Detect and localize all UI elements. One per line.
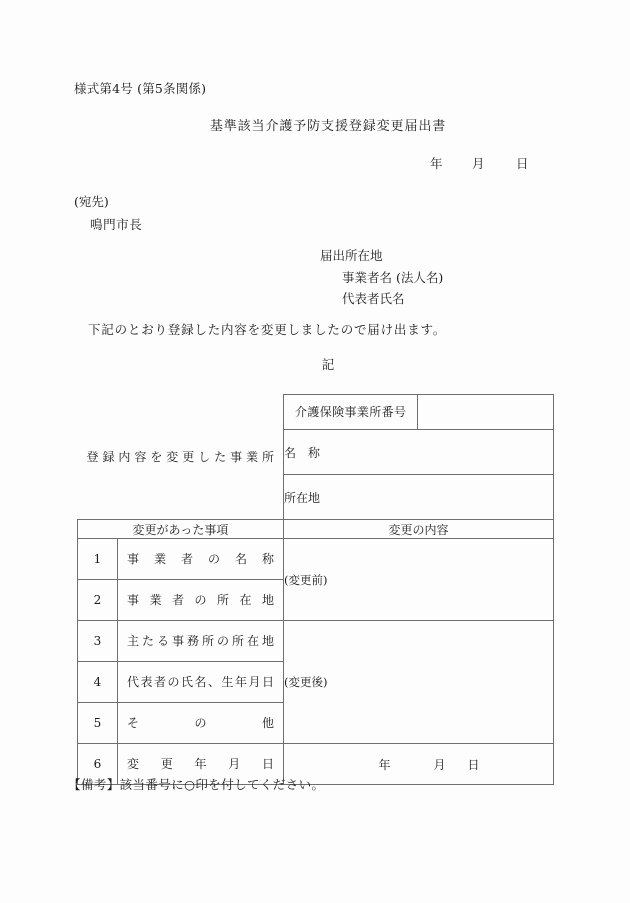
subheader-items-cell [78,520,284,539]
change-date-day-label: 日 [467,757,480,772]
footnote: 【備考】該当番号に○印を付してください。 [68,777,325,792]
statement-text: 下記のとおり登録した内容を変更しましたので届け出ます。 [88,322,447,337]
subheader-contents-label: 変更の内容 [388,522,449,537]
item-number-5[interactable]: 5 [78,703,118,744]
change-declaration-table [77,394,554,785]
change-date-month-label: 月 [433,757,446,772]
date-year-label: 年 [430,156,443,171]
office-address-cell[interactable] [284,475,554,520]
changed-office-header-cell [78,395,284,520]
change-after-cell[interactable] [284,621,554,744]
item-label-1: 事業者の名称 [127,551,274,566]
change-after-label: (変更後) [284,675,328,689]
change-before-cell[interactable] [284,539,554,621]
submitter-business-name-label: 事業者名 (法人名) [342,269,444,285]
submitter-block [320,245,443,310]
change-before-label: (変更前) [284,572,328,587]
table-row-office-number [78,395,554,430]
office-number-label-cell [284,395,418,430]
submission-date-line [430,154,529,172]
page-title: 基準該当介護予防支援登録変更届出書 [209,119,447,134]
office-number-label: 介護保険事業所番号 [295,404,406,419]
item-number-3[interactable]: 3 [78,621,118,662]
item-label-cell-5 [118,703,284,744]
form-code: 様式第4号 (第5条関係) [74,81,207,96]
table-row [78,539,554,580]
item-label-cell-4 [118,662,284,703]
change-date-year-label: 年 [378,757,391,772]
item-label-3: 主たる事務所の所在地 [127,633,274,648]
addressee-name: 鳴門市長 [90,217,143,232]
item-number-2[interactable]: 2 [78,580,118,621]
item-label-cell-2 [118,580,284,621]
item-label-cell-1 [118,539,284,580]
submitter-representative-label: 代表者氏名 [342,291,405,306]
office-name-label: 名 称 [284,445,321,460]
item-number-1[interactable]: 1 [78,539,118,580]
office-number-value-cell[interactable] [418,395,554,430]
table-row-subheaders [78,520,554,539]
subheader-contents-cell [284,520,554,539]
submitter-address-label: 届出所在地 [320,248,383,263]
changed-office-label: 登録内容を変更した事業所 [86,449,274,464]
subheader-items-label: 変更があった事項 [132,522,229,537]
office-address-label: 所在地 [284,490,321,505]
item-label-cell-3 [118,621,284,662]
table-row [78,621,554,662]
office-name-cell[interactable] [284,430,554,475]
item-label-5: その他 [127,715,274,730]
date-day-label: 日 [516,156,529,171]
item-number-4[interactable]: 4 [78,662,118,703]
item-number-6[interactable]: 6 [78,744,118,785]
item-label-4: 代表者の氏名、生年月日 [127,674,274,689]
item-label-2: 事業者の所在地 [127,592,274,607]
ki-mark: 記 [321,357,335,372]
item-label-6: 変更年月日 [127,756,274,771]
addressee-label: (宛先) [74,194,109,209]
date-month-label: 月 [472,156,485,171]
